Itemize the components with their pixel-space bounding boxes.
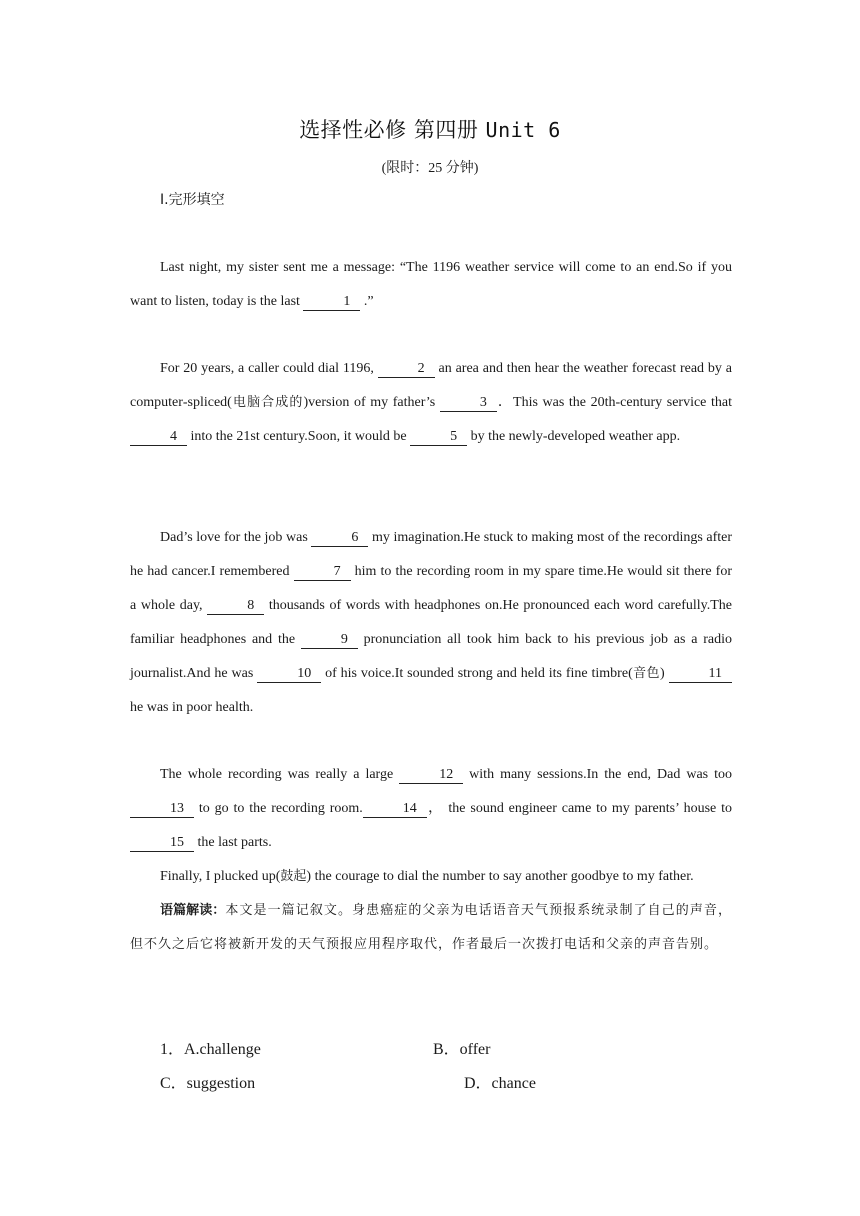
option-d: D．chance: [464, 1075, 536, 1092]
p3-gloss: 音色: [632, 666, 660, 681]
reading-analysis: [130, 894, 732, 962]
p3-text-e: thousands of words with headphones on.He pronounced each word carefully.The familiar headphones and the: [130, 598, 732, 647]
p4-text-c: with many sessions.In the end, Dad was too: [463, 767, 733, 782]
paragraph-4: [130, 758, 732, 962]
p4-text-a: The whole recording was really a large: [160, 767, 400, 782]
title-unit: Unit 6: [485, 118, 561, 142]
p1-text-a: Last night, my sister sent me a message: “The 1196 weather service will come to an end.So if you want to listen, today is the last: [130, 260, 732, 309]
p3-text-i: he was in poor health.: [130, 700, 254, 715]
blank-7: 7: [294, 564, 351, 581]
blank-3: 3: [440, 395, 497, 412]
blank-14: 14: [363, 801, 427, 818]
p2-text-e: ．This was the 20th‑century service that: [496, 395, 732, 410]
p4-text-f: the last parts.: [194, 835, 272, 850]
p4-text-d: to go to the recording room.: [194, 801, 363, 816]
option-c: C．suggestion: [160, 1075, 256, 1092]
paragraph-5: [130, 860, 732, 894]
blank-11: 11: [669, 666, 732, 683]
p3-text-d: him to the recording room in my spare time.He would sit there for a whole day,: [130, 564, 732, 613]
blank-10: 10: [257, 666, 321, 683]
blank-9: 9: [301, 632, 358, 649]
p2-text-a: For 20 years, a caller could dial 1196,: [160, 361, 378, 376]
paragraph-3: [130, 521, 732, 725]
option-b: B．offer: [433, 1041, 491, 1058]
title-chinese: 选择性必修 第四册: [299, 118, 486, 142]
p2-text-f: into the 21st century.Soon, it would be: [187, 429, 411, 444]
page-title: [0, 114, 860, 144]
p4-text-e: ， the sound engineer came to my parents’ house to: [426, 801, 732, 816]
blank-6: 6: [311, 530, 368, 547]
paragraph-1: [130, 251, 732, 319]
p3-text-h: ): [659, 666, 669, 681]
p2-gloss-1: 电脑合成的: [231, 395, 304, 410]
p5-text-a: Finally, I plucked up(: [160, 869, 281, 884]
p3-text-c: my imagination.He stuck to making most of the recordings after he had cancer.I remembered: [130, 530, 733, 579]
p3-text-a: Dad’s love for the job was: [160, 530, 312, 545]
p2-text-g: by the newly‑developed weather app.: [467, 429, 681, 444]
p3-text-g: of his voice.It sounded strong and held its fine timbre(: [321, 666, 633, 681]
p5-gloss: 鼓起: [280, 869, 307, 884]
p5-text-b: ) the courage to dial the number to say another goodbye to my father.: [306, 869, 694, 884]
p2-text-c: an area and then hear the weather forecast read by a computer‑spliced(: [130, 361, 732, 410]
reading-label: 语篇解读：: [160, 903, 226, 918]
blank-4: 4: [130, 429, 187, 446]
p2-text-d: )version of my father’s: [303, 395, 440, 410]
time-limit: (限时：25 分钟): [381, 161, 479, 176]
paragraph-2: [130, 352, 732, 454]
blank-13: 13: [130, 801, 194, 818]
blank-12: 12: [399, 767, 463, 784]
blank-8: 8: [207, 598, 264, 615]
blank-1: 1: [303, 294, 360, 311]
blank-5: 5: [410, 429, 467, 446]
p3-text-f: pronunciation all took him back to his previous job as a radio journalist.And he was: [130, 632, 733, 681]
reading-text: 本文是一篇记叙文。身患癌症的父亲为电话语音天气预报系统录制了自己的声音，但不久之后它将被新开发的天气预报应用程序取代，作者最后一次拨打电话和父亲的声音告别。: [130, 903, 732, 952]
blank-15: 15: [130, 835, 194, 852]
p1-text-c: .”: [360, 294, 374, 309]
section-heading: Ⅰ.完形填空: [160, 192, 225, 208]
blank-2: 2: [378, 361, 435, 378]
option-a: 1．A.challenge: [160, 1041, 261, 1058]
